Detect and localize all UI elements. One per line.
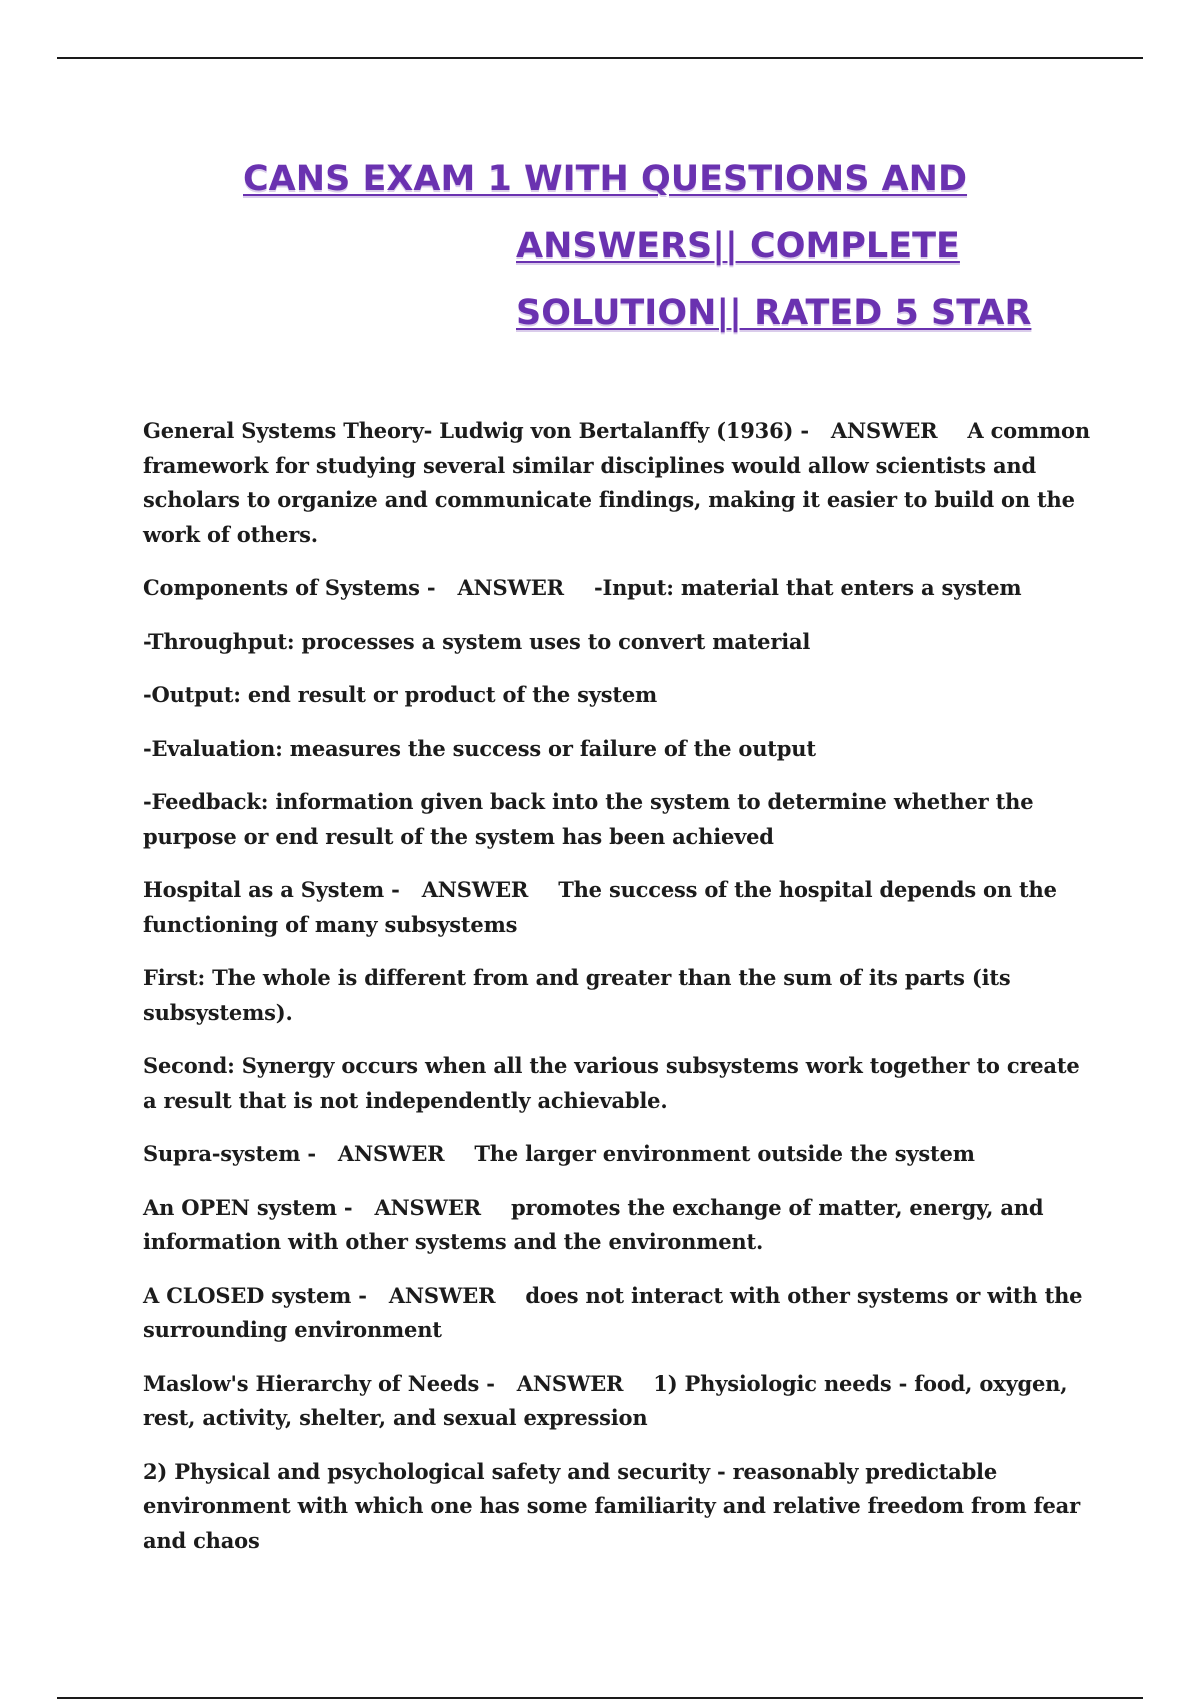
entry-term: Supra-system - — [143, 1141, 316, 1166]
text-paragraph: 2) Physical and psychological safety and security - reasonably predictable environment with which one has some familiarity and relative freedom from fear and chaos — [143, 1458, 1080, 1553]
entry-term: An OPEN system - — [143, 1194, 353, 1220]
entry-answer: does not interact with other systems or with the surrounding environment — [143, 1282, 1083, 1342]
answer-label: ANSWER — [516, 1370, 624, 1396]
qa-entry — [143, 1137, 1093, 1172]
qa-entry — [143, 1367, 1093, 1436]
entry-answer: The larger environment outside the system — [474, 1141, 975, 1166]
text-paragraph: -Evaluation: measures the success or failure of the output — [143, 735, 816, 761]
entry-term: Maslow's Hierarchy of Needs - — [143, 1370, 495, 1396]
answer-label: ANSWER — [457, 575, 564, 600]
document-title — [0, 146, 1200, 347]
text-paragraph: First: The whole is different from and greater than the sum of its parts (its subsystems). — [143, 965, 1011, 1025]
qa-entry — [143, 571, 1093, 606]
entry-term: Components of Systems - — [143, 575, 436, 600]
entry-term: A CLOSED system - — [143, 1282, 367, 1308]
qa-entry — [143, 1191, 1093, 1260]
entry-answer: 1) Physiologic needs - food, oxygen, rest, activity, shelter, and sexual expression — [143, 1370, 1068, 1430]
entry-term: Hospital as a System - — [143, 877, 400, 902]
text-paragraph: -Output: end result or product of the system — [143, 682, 658, 707]
text-paragraph: -Feedback: information given back into the system to determine whether the purpose or end result of the system has been achieved — [143, 789, 1034, 849]
title-line-2: ANSWERS|| COMPLETE — [516, 226, 960, 266]
title-line-3: SOLUTION|| RATED 5 STAR — [516, 293, 1032, 333]
top-rule — [57, 57, 1143, 59]
text-paragraph: -Throughput: processes a system uses to convert material — [143, 628, 811, 654]
entry-answer: -Input: material that enters a system — [593, 575, 1022, 600]
entry-answer: A common framework for studying several similar disciplines would allow scientists and scholars to organize and communicate findings, making it easier to build on the work of others. — [143, 418, 1090, 547]
answer-label: ANSWER — [337, 1141, 445, 1166]
entry-answer: promotes the exchange of matter, energy, and information with other systems and the environment. — [143, 1194, 1044, 1254]
entry-answer: The success of the hospital depends on the functioning of many subsystems — [143, 877, 1057, 937]
qa-entry — [143, 873, 1093, 942]
entry-term: General Systems Theory- Ludwig von Bertalanffy (1936) - — [143, 418, 809, 443]
text-paragraph: Second: Synergy occurs when all the various subsystems work together to create a result that is not independently achievable. — [143, 1053, 1080, 1113]
bottom-rule — [57, 1697, 1143, 1699]
title-line-1: CANS EXAM 1 WITH QUESTIONS AND — [243, 159, 968, 199]
answer-label: ANSWER — [388, 1282, 496, 1308]
qa-entry — [143, 414, 1093, 552]
answer-label: ANSWER — [374, 1194, 481, 1220]
document-body — [143, 414, 1093, 1577]
answer-label: ANSWER — [421, 877, 529, 902]
answer-label: ANSWER — [830, 418, 938, 443]
qa-entry — [143, 1279, 1093, 1348]
